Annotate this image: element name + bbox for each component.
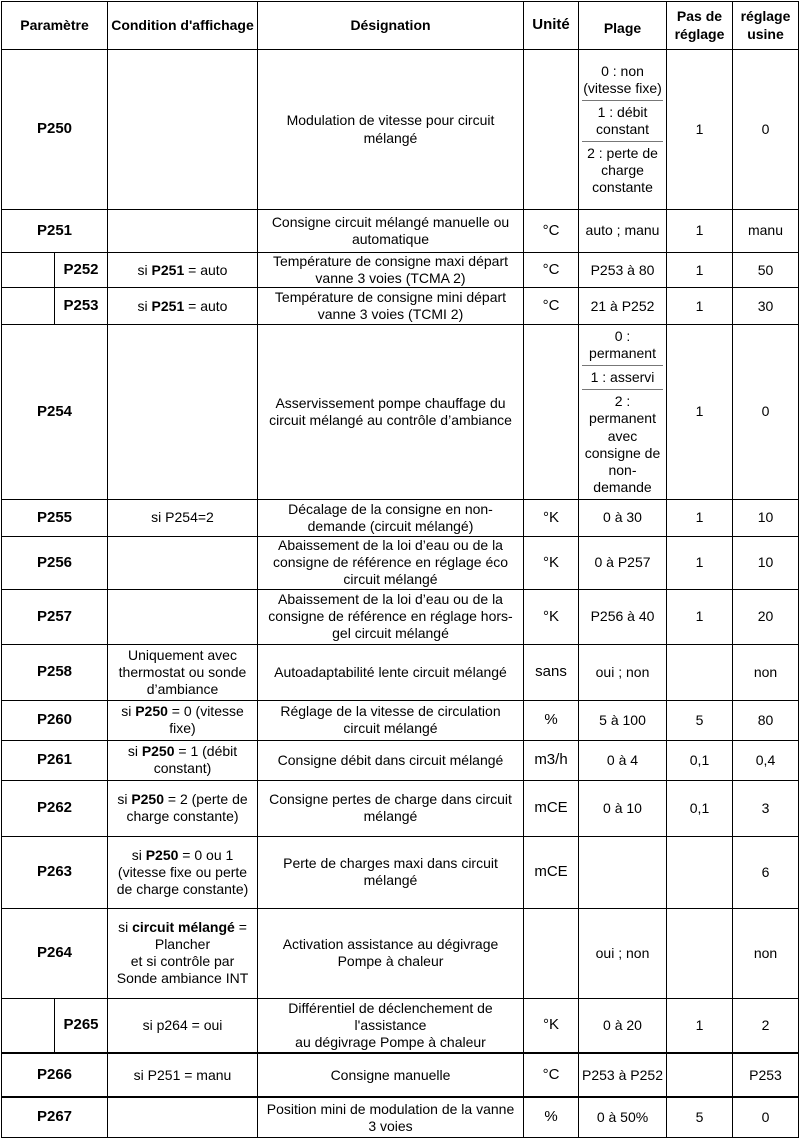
range-cell: P253 à P252 <box>579 1053 667 1097</box>
row-p250 <box>2 50 799 210</box>
step-cell <box>667 836 733 908</box>
param-code: P254 <box>2 325 108 500</box>
range-option: 0 : non (vitesse fixe) <box>583 62 662 96</box>
designation-cell: Consigne débit dans circuit mélangé <box>258 740 524 780</box>
default-cell: non <box>733 644 799 700</box>
condition-cell: si circuit mélangé = Plancher et si contrôle par Sonde ambiance INT <box>108 908 258 998</box>
row-p266 <box>2 1053 799 1097</box>
condition-cell <box>108 536 258 589</box>
unit-cell: °K <box>524 589 579 644</box>
step-cell: 1 <box>667 253 733 288</box>
step-cell: 1 <box>667 589 733 644</box>
row-p255 <box>2 499 799 536</box>
param-code: P264 <box>2 908 108 998</box>
param-code: P251 <box>2 210 108 253</box>
row-p267 <box>2 1097 799 1137</box>
unit-cell <box>524 325 579 500</box>
row-p265 <box>2 998 799 1053</box>
default-cell: 10 <box>733 536 799 589</box>
range-cell: 0 à 30 <box>579 499 667 536</box>
unit-cell: % <box>524 700 579 740</box>
designation-cell: Abaissement de la loi d’eau ou de la consigne de référence en réglage hors-gel circuit mélangé <box>258 589 524 644</box>
indent-cell <box>2 998 55 1053</box>
condition-cell <box>108 589 258 644</box>
row-p253 <box>2 288 799 325</box>
range-option: 2 : permanent avec consigne de non-demande <box>582 389 663 498</box>
condition-cell <box>108 210 258 253</box>
step-cell: 5 <box>667 1097 733 1137</box>
designation-cell: Décalage de la consigne en non-demande (circuit mélangé) <box>258 499 524 536</box>
header-designation: Désignation <box>258 2 524 50</box>
range-cell <box>579 50 667 210</box>
header-plage: Plage <box>579 2 667 50</box>
designation-cell: Asservissement pompe chauffage du circuit mélangé au contrôle d’ambiance <box>258 325 524 500</box>
param-code: P262 <box>2 780 108 836</box>
unit-cell <box>524 908 579 998</box>
range-option: 1 : débit constant <box>582 100 663 141</box>
condition-cell: si P250 = 0 (vitesse fixe) <box>108 700 258 740</box>
designation-cell: Activation assistance au dégivrage Pompe à chaleur <box>258 908 524 998</box>
header-pas: Pas de réglage <box>667 2 733 50</box>
condition-cell: si P251 = auto <box>108 288 258 325</box>
designation-cell: Abaissement de la loi d’eau ou de la consigne de référence en réglage éco circuit mélangé <box>258 536 524 589</box>
param-code: P257 <box>2 589 108 644</box>
default-cell: 0 <box>733 50 799 210</box>
step-cell: 5 <box>667 700 733 740</box>
range-cell <box>579 325 667 500</box>
unit-cell: °K <box>524 499 579 536</box>
row-p263 <box>2 836 799 908</box>
unit-cell: % <box>524 1097 579 1137</box>
param-code: P261 <box>2 740 108 780</box>
condition-cell: si P254=2 <box>108 499 258 536</box>
unit-cell: °C <box>524 1053 579 1097</box>
row-p251 <box>2 210 799 253</box>
row-p252 <box>2 253 799 288</box>
designation-cell: Température de consigne maxi départ vanne 3 voies (TCMA 2) <box>258 253 524 288</box>
step-cell <box>667 908 733 998</box>
step-cell: 1 <box>667 536 733 589</box>
designation-cell: Position mini de modulation de la vanne 3 voies <box>258 1097 524 1137</box>
default-cell: 0 <box>733 325 799 500</box>
range-cell: 0 à 4 <box>579 740 667 780</box>
condition-cell: si P250 = 1 (débit constant) <box>108 740 258 780</box>
param-code: P258 <box>2 644 108 700</box>
row-p260 <box>2 700 799 740</box>
param-code: P250 <box>2 50 108 210</box>
designation-cell: Différentiel de déclenchement de l'assistance au dégivrage Pompe à chaleur <box>258 998 524 1053</box>
param-code: P265 <box>55 998 108 1053</box>
param-code: P263 <box>2 836 108 908</box>
step-cell: 0,1 <box>667 780 733 836</box>
param-code: P267 <box>2 1097 108 1137</box>
condition-cell <box>108 325 258 500</box>
step-cell <box>667 644 733 700</box>
designation-cell: Modulation de vitesse pour circuit mélangé <box>258 50 524 210</box>
header-row <box>2 2 799 50</box>
row-p262 <box>2 780 799 836</box>
unit-cell: °K <box>524 536 579 589</box>
row-p261 <box>2 740 799 780</box>
indent-cell <box>2 288 55 325</box>
range-cell <box>579 836 667 908</box>
param-code: P255 <box>2 499 108 536</box>
param-code: P253 <box>55 288 108 325</box>
row-p256 <box>2 536 799 589</box>
range-cell: 21 à P252 <box>579 288 667 325</box>
condition-cell: si p264 = oui <box>108 998 258 1053</box>
step-cell: 1 <box>667 50 733 210</box>
row-p258 <box>2 644 799 700</box>
range-cell: 0 à 10 <box>579 780 667 836</box>
unit-cell: °C <box>524 288 579 325</box>
range-option: 2 : perte de charge constante <box>582 141 663 199</box>
unit-cell: mCE <box>524 836 579 908</box>
condition-cell: si P251 = auto <box>108 253 258 288</box>
condition-cell: si P250 = 2 (perte de charge constante) <box>108 780 258 836</box>
range-cell: 0 à 50% <box>579 1097 667 1137</box>
default-cell: 80 <box>733 700 799 740</box>
default-cell: 2 <box>733 998 799 1053</box>
row-p257 <box>2 589 799 644</box>
designation-cell: Réglage de la vitesse de circulation circuit mélangé <box>258 700 524 740</box>
parameters-table <box>1 1 799 1138</box>
param-code: P252 <box>55 253 108 288</box>
unit-cell: sans <box>524 644 579 700</box>
row-p254 <box>2 325 799 500</box>
designation-cell: Perte de charges maxi dans circuit mélangé <box>258 836 524 908</box>
step-cell: 1 <box>667 210 733 253</box>
unit-cell: m3/h <box>524 740 579 780</box>
param-code: P266 <box>2 1053 108 1097</box>
step-cell: 0,1 <box>667 740 733 780</box>
designation-cell: Consigne manuelle <box>258 1053 524 1097</box>
step-cell: 1 <box>667 288 733 325</box>
unit-cell: mCE <box>524 780 579 836</box>
default-cell: 6 <box>733 836 799 908</box>
range-cell: P256 à 40 <box>579 589 667 644</box>
unit-cell <box>524 50 579 210</box>
designation-cell: Autoadaptabilité lente circuit mélangé <box>258 644 524 700</box>
condition-cell: si P251 = manu <box>108 1053 258 1097</box>
range-cell: oui ; non <box>579 644 667 700</box>
step-cell: 1 <box>667 499 733 536</box>
unit-cell: °K <box>524 998 579 1053</box>
default-cell: non <box>733 908 799 998</box>
step-cell: 1 <box>667 325 733 500</box>
param-code: P256 <box>2 536 108 589</box>
condition-cell <box>108 1097 258 1137</box>
header-usine: réglage usine <box>733 2 799 50</box>
range-cell: 0 à P257 <box>579 536 667 589</box>
default-cell: manu <box>733 210 799 253</box>
designation-cell: Consigne circuit mélangé manuelle ou automatique <box>258 210 524 253</box>
row-p264 <box>2 908 799 998</box>
default-cell: 0,4 <box>733 740 799 780</box>
param-code: P260 <box>2 700 108 740</box>
range-cell: oui ; non <box>579 908 667 998</box>
default-cell: 0 <box>733 1097 799 1137</box>
range-option: 1 : asservi <box>582 365 663 389</box>
designation-cell: Consigne pertes de charge dans circuit mélangé <box>258 780 524 836</box>
range-cell: P253 à 80 <box>579 253 667 288</box>
unit-cell: °C <box>524 210 579 253</box>
default-cell: 3 <box>733 780 799 836</box>
range-cell: auto ; manu <box>579 210 667 253</box>
indent-cell <box>2 253 55 288</box>
header-parametre: Paramètre <box>2 2 108 50</box>
condition-cell: Uniquement avec thermostat ou sonde d’ambiance <box>108 644 258 700</box>
designation-cell: Température de consigne mini départ vanne 3 voies (TCMI 2) <box>258 288 524 325</box>
condition-cell: si P250 = 0 ou 1 (vitesse fixe ou perte de charge constante) <box>108 836 258 908</box>
range-option: 0 : permanent <box>589 328 656 362</box>
default-cell: 20 <box>733 589 799 644</box>
default-cell: P253 <box>733 1053 799 1097</box>
header-unite: Unité <box>524 2 579 50</box>
default-cell: 10 <box>733 499 799 536</box>
range-cell: 0 à 20 <box>579 998 667 1053</box>
default-cell: 30 <box>733 288 799 325</box>
unit-cell: °C <box>524 253 579 288</box>
range-cell: 5 à 100 <box>579 700 667 740</box>
condition-cell <box>108 50 258 210</box>
default-cell: 50 <box>733 253 799 288</box>
step-cell: 1 <box>667 998 733 1053</box>
header-condition: Condition d'affichage <box>108 2 258 50</box>
step-cell <box>667 1053 733 1097</box>
